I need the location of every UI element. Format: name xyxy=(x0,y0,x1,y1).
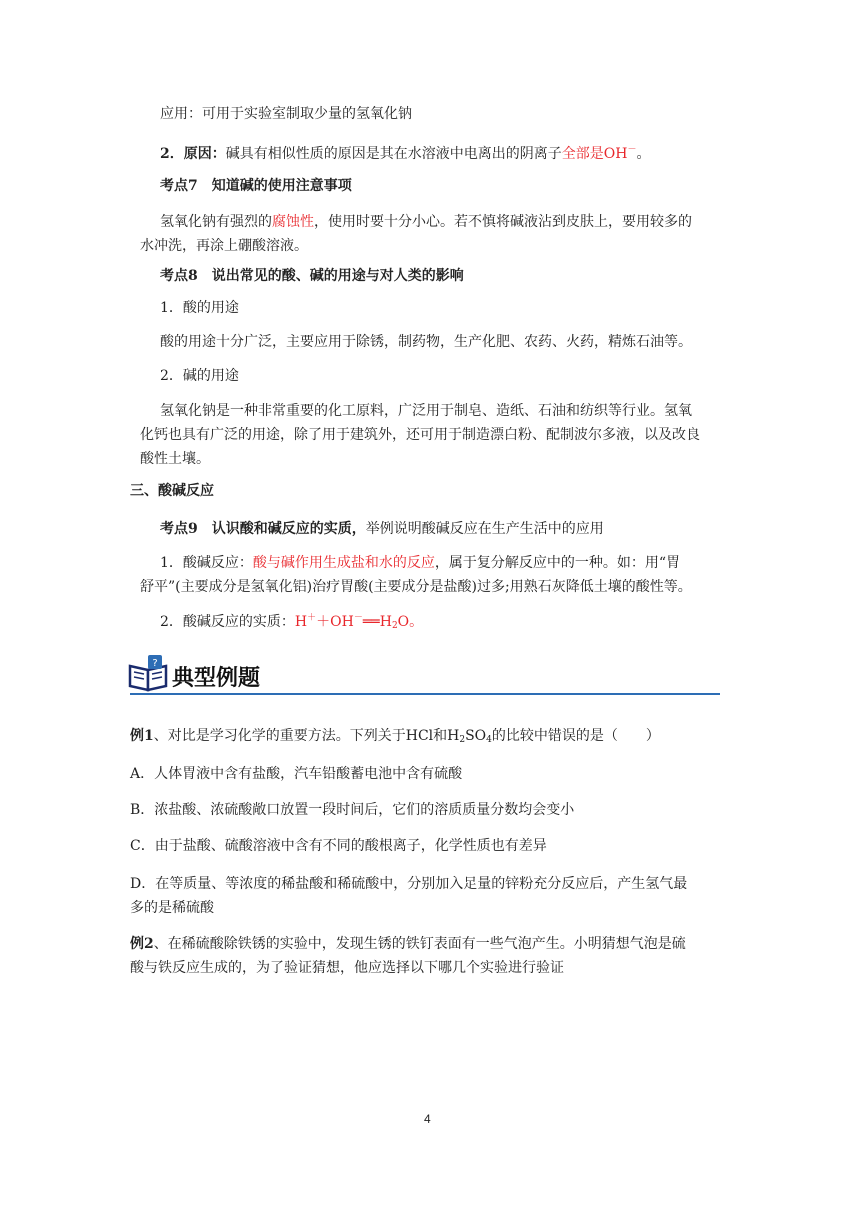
svg-text:?: ? xyxy=(152,658,158,669)
option-a: A．人体胃液中含有盐酸，汽车铅酸蓄电池中含有硫酸 xyxy=(130,766,463,782)
section-three-heading: 三、酸碱反应 xyxy=(130,483,214,499)
nr-b: ，属于复分解反应中的一种。如：用“胃 xyxy=(434,555,681,571)
acid-use-heading: 1．酸的用途 xyxy=(160,300,239,316)
minus-sup-2: － xyxy=(353,613,363,623)
base-use-line-2: 化钙也具有广泛的用途，除了用于建筑外，还可用于制造漂白粉、配制波尔多液，以及改良 xyxy=(140,427,700,443)
sub-2: 2 xyxy=(391,621,398,631)
reason-red: 全部是OH xyxy=(561,146,628,162)
caution-c: 水冲洗，再涂上硼酸溶液。 xyxy=(140,238,308,254)
kaodian-8: 考点8 说出常见的酸、碱的用途与对人类的影响 xyxy=(160,268,464,284)
page-number: 4 xyxy=(424,1112,431,1126)
essence-h: H xyxy=(294,614,308,630)
banner-title: 典型例题 xyxy=(172,666,261,691)
base-use-line-1: 氢氧化钠是一种非常重要的化工原料，广泛用于制皂、造纸、石油和纺织等行业。氢氧 xyxy=(160,403,692,419)
minus-sup: － xyxy=(627,145,637,155)
reason-label: 2．原因： xyxy=(160,146,226,162)
ex2-line-1: 、在稀硫酸除铁锈的实验中，发现生锈的铁钉表面有一些气泡产生。小明猜想气泡是硫 xyxy=(153,936,686,952)
option-c: C．由于盐酸、硫酸溶液中含有不同的酸根离子，化学性质也有差异 xyxy=(130,838,547,854)
essence-o: O。 xyxy=(397,614,424,630)
reason-paragraph xyxy=(160,140,650,164)
ex1-so: SO xyxy=(465,728,487,744)
line-application: 应用：可用于实验室制取少量的氢氧化钠 xyxy=(160,106,412,122)
option-b: B．浓盐酸、浓硫酸敞口放置一段时间后，它们的溶质质量分数均会变小 xyxy=(130,802,575,818)
kaodian-9-rest: 举例说明酸碱反应在生产生活中的应用 xyxy=(365,521,604,537)
option-d xyxy=(130,872,720,920)
caution-a: 氢氧化钠有强烈的 xyxy=(160,214,272,230)
kaodian-7: 考点7 知道碱的使用注意事项 xyxy=(160,178,352,194)
nr-c: 舒平”(主要成分是氢氧化铝)治疗胃酸(主要成分是盐酸)过多;用熟石灰降低土壤的酸性等。 xyxy=(140,579,692,595)
ex2-label: 例2 xyxy=(130,936,154,952)
book-icon xyxy=(128,654,170,692)
essence-eq: ══H xyxy=(362,614,392,630)
example-1-stem xyxy=(130,726,660,750)
base-use-heading: 2．碱的用途 xyxy=(160,368,239,384)
base-use-paragraph xyxy=(140,399,730,471)
kaodian-9 xyxy=(160,519,604,539)
option-d-line-1: D．在等质量、等浓度的稀盐酸和稀硫酸中，分别加入足量的锌粉充分反应后，产生氢气最 xyxy=(130,876,688,892)
corrosive-term: 腐蚀性 xyxy=(272,214,314,230)
reaction-essence xyxy=(160,608,423,636)
caution-b: ，使用时要十分小心。若不慎将碱液沾到皮肤上，要用较多的 xyxy=(314,214,692,230)
nr-a: 1．酸碱反应： xyxy=(160,555,253,571)
banner-rule xyxy=(130,693,720,695)
kaodian-9-bold: 考点9 认识酸和碱反应的实质， xyxy=(160,521,366,537)
ex1-label: 例1 xyxy=(130,728,154,744)
ex1-end: 的比较中错误的是（ ） xyxy=(491,728,660,744)
option-d-line-2: 多的是稀硫酸 xyxy=(130,900,214,916)
reason-end: 。 xyxy=(636,146,651,162)
nr-red: 酸与碱作用生成盐和水的反应 xyxy=(252,555,435,571)
essence-oh: ＋OH xyxy=(316,614,354,630)
reason-text: 碱具有相似性质的原因是其在水溶液中电离出的阴离子 xyxy=(225,146,562,162)
sub-h2: 2 xyxy=(459,735,466,745)
base-use-line-3: 酸性土壤。 xyxy=(140,451,210,467)
acid-use-text: 酸的用途十分广泛，主要应用于除锈，制药物，生产化肥、农药、火药，精炼石油等。 xyxy=(160,334,692,350)
ex2-line-2: 酸与铁反应生成的，为了验证猜想，他应选择以下哪几个实验进行验证 xyxy=(130,960,564,976)
essence-label: 2．酸碱反应的实质： xyxy=(160,614,295,630)
example-2 xyxy=(130,932,720,980)
plus-sup: ＋ xyxy=(307,613,317,623)
sub-4: 4 xyxy=(486,735,492,745)
caution-paragraph xyxy=(140,210,730,258)
ex1-stem: 、对比是学习化学的重要方法。下列关于HCl和H xyxy=(153,728,460,744)
neutralization-paragraph xyxy=(140,551,730,599)
